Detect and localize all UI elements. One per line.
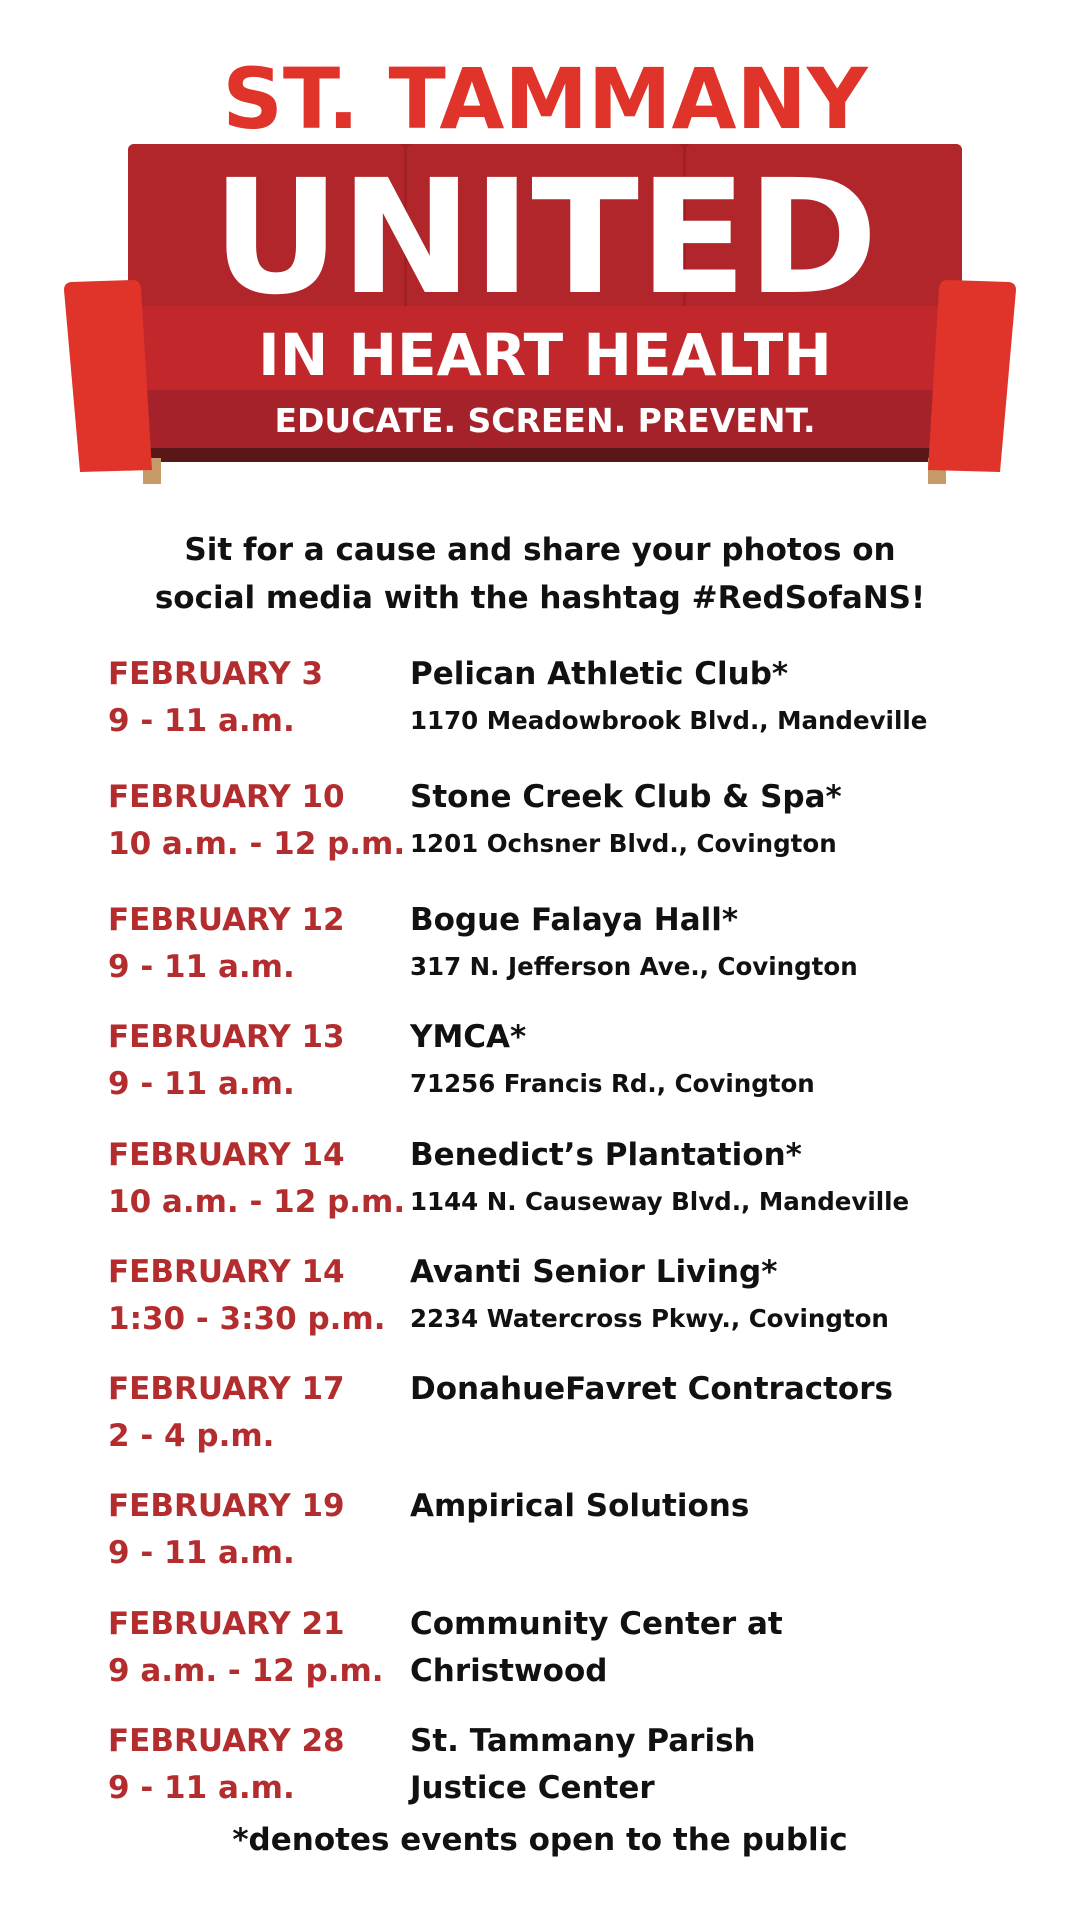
event-venue: Avanti Senior Living* [410, 1254, 778, 1290]
event-venue: St. Tammany Parish [410, 1723, 756, 1759]
event-time: 2 - 4 p.m. [108, 1418, 275, 1454]
event-venue: Ampirical Solutions [410, 1488, 750, 1524]
event-row [0, 1606, 1080, 1706]
event-venue: Bogue Falaya Hall* [410, 902, 739, 938]
event-row [0, 1254, 1080, 1354]
event-address: 1144 N. Causeway Blvd., Mandeville [410, 1187, 910, 1216]
footnote: *denotes events open to the public [232, 1822, 848, 1858]
event-time: 9 - 11 a.m. [108, 703, 295, 739]
event-row [0, 656, 1080, 756]
event-time: 9 - 11 a.m. [108, 1535, 295, 1571]
event-venue: Benedict’s Plantation* [410, 1137, 802, 1173]
event-date: FEBRUARY 14 [108, 1254, 345, 1290]
event-venue: Pelican Athletic Club* [410, 656, 789, 692]
logo-subtitle-heart-health: IN HEART HEALTH [258, 321, 832, 389]
event-address: 71256 Francis Rd., Covington [410, 1069, 815, 1098]
event-time: 9 - 11 a.m. [108, 949, 295, 985]
event-date: FEBRUARY 12 [108, 902, 345, 938]
event-time: 9 - 11 a.m. [108, 1066, 295, 1102]
event-date: FEBRUARY 3 [108, 656, 324, 692]
event-time: 10 a.m. - 12 p.m. [108, 826, 406, 862]
event-venue: YMCA* [410, 1019, 527, 1055]
event-address: 2234 Watercross Pkwy., Covington [410, 1304, 889, 1333]
event-venue: DonahueFavret Contractors [410, 1371, 893, 1407]
event-date: FEBRUARY 14 [108, 1137, 345, 1173]
event-date: FEBRUARY 19 [108, 1488, 345, 1524]
event-date: FEBRUARY 17 [108, 1371, 345, 1407]
event-time: 9 a.m. - 12 p.m. [108, 1653, 384, 1689]
logo-tagline: EDUCATE. SCREEN. PREVENT. [274, 401, 816, 440]
event-time: 1:30 - 3:30 p.m. [108, 1301, 386, 1337]
event-venue-line-2: Justice Center [410, 1770, 655, 1806]
logo-title-st-tammany: ST. TAMMANY [222, 50, 868, 148]
logo-title-united: UNITED [211, 146, 879, 330]
event-row [0, 1723, 1080, 1823]
event-venue: Stone Creek Club & Spa* [410, 779, 842, 815]
event-time: 10 a.m. - 12 p.m. [108, 1184, 406, 1220]
event-row [0, 1019, 1080, 1119]
event-row [0, 779, 1080, 879]
event-time: 9 - 11 a.m. [108, 1770, 295, 1806]
event-date: FEBRUARY 21 [108, 1606, 345, 1642]
event-date: FEBRUARY 10 [108, 779, 345, 815]
intro-line-1: Sit for a cause and share your photos on [184, 532, 896, 568]
intro-text [0, 526, 1080, 622]
event-venue: Community Center at [410, 1606, 783, 1642]
intro-line-2: social media with the hashtag #RedSofaNS! [154, 580, 926, 616]
event-row [0, 1371, 1080, 1471]
event-date: FEBRUARY 28 [108, 1723, 345, 1759]
event-address: 317 N. Jefferson Ave., Covington [410, 952, 858, 981]
event-row [0, 1488, 1080, 1588]
event-row [0, 902, 1080, 1002]
event-address: 1201 Ochsner Blvd., Covington [410, 829, 837, 858]
event-venue-line-2: Christwood [410, 1653, 608, 1689]
event-date: FEBRUARY 13 [108, 1019, 345, 1055]
event-address: 1170 Meadowbrook Blvd., Mandeville [410, 706, 928, 735]
event-logo [0, 0, 1080, 500]
event-row [0, 1137, 1080, 1237]
